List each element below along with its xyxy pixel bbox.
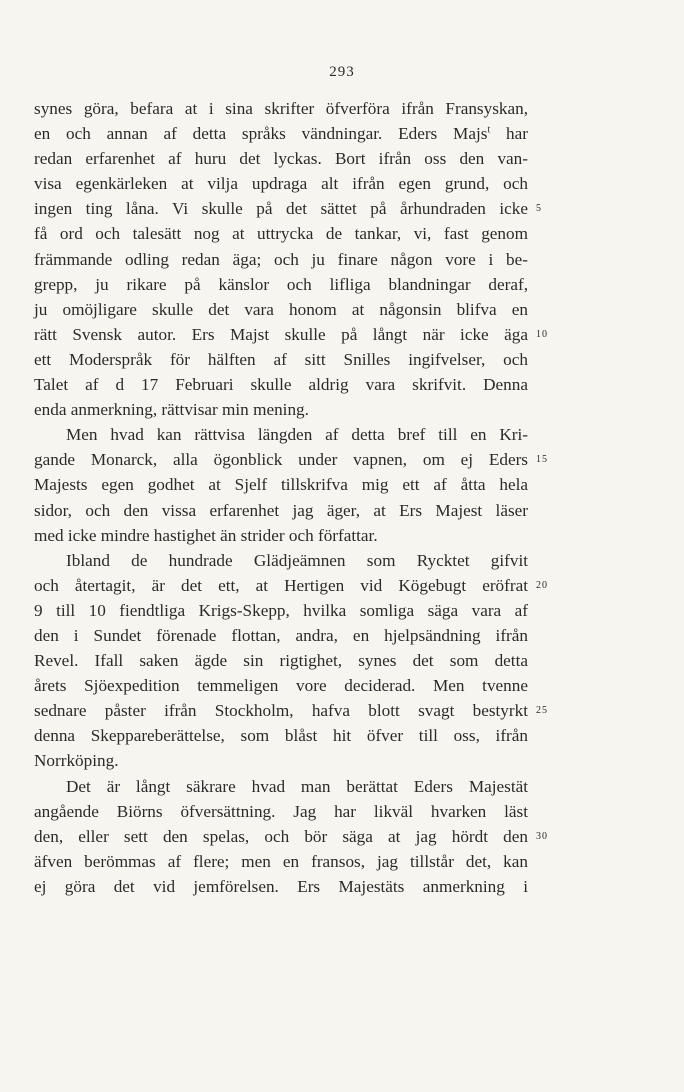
line-text: och återtagit, är det ett, at Hertigen vid Kögebugt eröfrat — [34, 575, 528, 595]
text-line — [34, 799, 528, 824]
line-text: ett Moderspråk för hälften af sitt Snilles ingifvelser, och — [34, 349, 528, 369]
text-line — [34, 849, 528, 874]
line-text: angående Biörns öfversättning. Jag har likväl hvarken läst — [34, 801, 528, 821]
text-line — [34, 397, 528, 422]
line-number: 10 — [536, 328, 548, 340]
text-line — [34, 171, 528, 196]
line-text: ju omöjligare skulle det vara honom at någonsin blifva en — [34, 299, 528, 319]
line-text: Revel. Ifall saken ägde sin rigtighet, synes det som detta — [34, 651, 528, 671]
text-line — [34, 874, 528, 899]
line-text: enda anmerkning, rättvisar min mening. — [34, 400, 309, 420]
line-text: främmande odling redan äga; och ju finare någon vore i be- — [34, 249, 528, 269]
line-text: gande Monarck, alla ögonblick under vapnen, om ej Eders — [34, 450, 528, 470]
line-text: sidor, och den vissa erfarenhet jag äger, at Ers Majest läser — [34, 500, 528, 520]
text-line — [34, 548, 528, 573]
text-line — [34, 498, 528, 523]
line-text: 9 till 10 fiendtliga Krigs-Skepp, hvilka somliga säga vara af — [34, 600, 528, 620]
text-line — [34, 723, 528, 748]
text-line — [34, 272, 528, 297]
text-line — [34, 96, 528, 121]
line-text: grepp, ju rikare på känslor och lifliga blandningar deraf, — [34, 274, 528, 294]
text-line — [34, 523, 528, 548]
text-line — [34, 748, 528, 773]
line-text: Ibland de hundrade Glädjeämnen som Rycktet gifvit — [66, 550, 528, 570]
line-number: 5 — [536, 203, 542, 215]
text-line — [34, 221, 528, 246]
text-line — [34, 447, 548, 472]
line-text: äfven berömmas af flere; men en fransos, jag tillstår det, kan — [34, 851, 528, 871]
line-text: denna Skeppareberättelse, som blåst hit öfver till oss, ifrån — [34, 726, 528, 746]
text-line — [34, 196, 542, 221]
text-line — [34, 347, 528, 372]
text-line — [34, 648, 528, 673]
line-text: Norrköping. — [34, 751, 119, 771]
line-text: Men hvad kan rättvisa längden af detta bref till en Kri- — [66, 425, 528, 445]
line-number: 20 — [536, 579, 548, 591]
line-text: Det är långt säkrare hvad man berättat Eders Majestät — [66, 776, 528, 796]
body-text — [34, 96, 548, 899]
text-line — [34, 673, 528, 698]
line-text: sednare påster ifrån Stockholm, hafva blott svagt bestyrkt — [34, 701, 528, 721]
text-line — [34, 698, 548, 723]
line-text-after: har — [490, 124, 528, 144]
text-line — [34, 146, 528, 171]
text-line — [34, 121, 528, 146]
line-text: rätt Svensk autor. Ers Majst skulle på långt när icke äga — [34, 324, 528, 344]
text-line — [34, 774, 528, 799]
text-line — [34, 297, 528, 322]
line-number: 30 — [536, 830, 548, 842]
line-text: årets Sjöexpedition temmeligen vore deciderad. Men tvenne — [34, 676, 528, 696]
text-line — [34, 322, 548, 347]
line-text: ej göra det vid jemförelsen. Ers Majestäts anmerkning i — [34, 876, 528, 896]
page-number: 293 — [329, 64, 355, 80]
text-line — [34, 472, 528, 497]
text-line — [34, 247, 528, 272]
text-line — [34, 422, 528, 447]
line-text: visa egenkärleken at vilja updraga alt ifrån egen grund, och — [34, 174, 528, 194]
text-line — [34, 598, 528, 623]
line-text: Talet af d 17 Februari skulle aldrig vara skrifvit. Denna — [34, 375, 528, 395]
line-text: den, eller sett den spelas, och bör säga at jag hördt den — [34, 826, 528, 846]
text-line — [34, 824, 548, 849]
line-text: med icke mindre hastighet än strider och författar. — [34, 525, 378, 545]
superscript: t — [487, 124, 491, 136]
line-number: 15 — [536, 454, 548, 466]
line-text: synes göra, befara at i sina skrifter öfverföra ifrån Fransyskan, — [34, 99, 528, 118]
line-text: den i Sundet förenade flottan, andra, en hjelpsändning ifrån — [34, 625, 528, 645]
line-text: ingen ting låna. Vi skulle på det sättet på århundraden icke — [34, 199, 528, 219]
line-text: få ord och talesätt nog at uttrycka de tankar, vi, fast genom — [34, 224, 528, 244]
line-text: redan erfarenhet af huru det lyckas. Bort ifrån oss den van- — [34, 149, 528, 169]
line-number: 25 — [536, 705, 548, 717]
text-line — [34, 623, 528, 648]
line-text: Majests egen godhet at Sjelf tillskrifva mig ett af åtta hela — [34, 475, 528, 495]
text-line — [34, 573, 548, 598]
text-line — [34, 372, 528, 397]
line-text: en och annan af detta språks vändningar. Eders Majs — [34, 124, 488, 144]
